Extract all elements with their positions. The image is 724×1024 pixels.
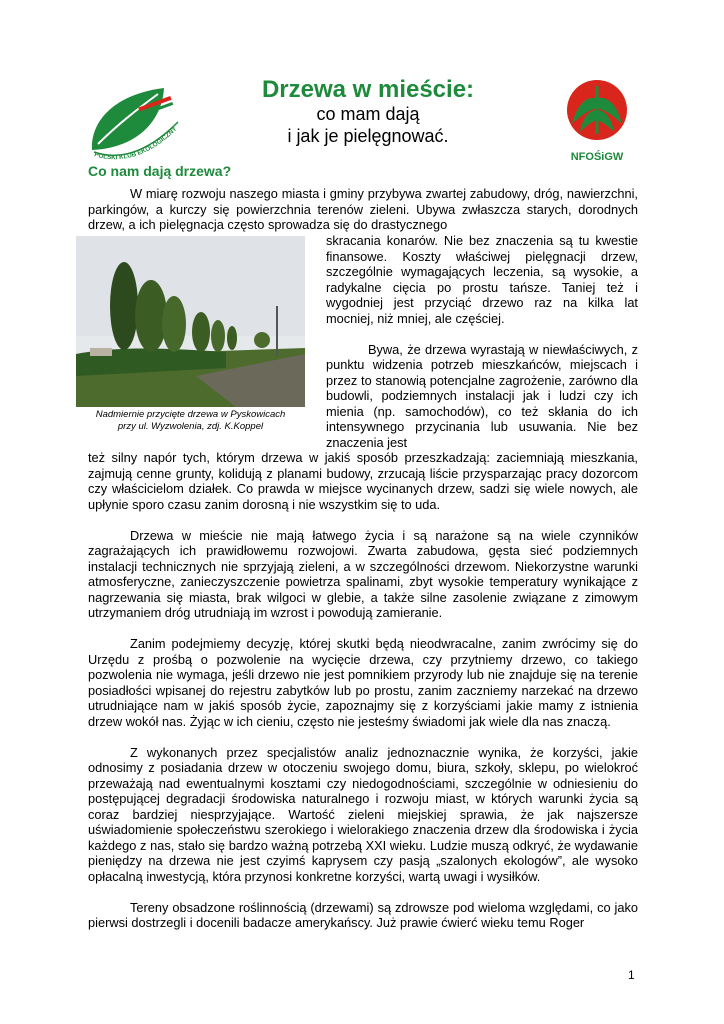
left-logo-label: POLSKI KLUB EKOLOGICZNY bbox=[93, 125, 179, 162]
document-title: Drzewa w mieście: bbox=[261, 76, 475, 103]
body-paragraph-2: Drzewa w mieście nie mają łatwego życia i są narażone są na wiele czynników zagrażających ich prawidłowemu rozwojowi. Zwarta zabudowa, gęsta sieć podziemnych instalacji technicznych nie sprzyjają zieleni, a w szczególności drzewom. Niekorzystne warunki atmosferyczne, zanieczyszczenie powietrza spalinami, zbyt wysokie temperatury wynikające z nagrzewania się miasta, brak wilgoci w glebie, a także silne zasolenie związane z zimowym utrzymaniem dróg utrudniają im wzrost i powodują zamieranie. bbox=[88, 527, 638, 620]
body-paragraph-1: też silny napór tych, którym drzewa w jakiś sposób przeszkadzają: zaciemniają mieszkania, zajmują cenne grunty, kolidują z planami budowy, zrzucają liście przysparzając pracy dozorcom czy właścicielom działek. Co prawda w miejsce wycinanych drzew, sadzi się wiele nowych, ale upłynie sporo czasu zanim dorosną i nie wszystkim się to uda. bbox=[88, 450, 638, 512]
body-paragraph-3: Zanim podejmiemy decyzję, której skutki będą nieodwracalne, zanim zwrócimy się do Urzędu z prośbą o pozwolenie na wycięcie drzewa, czy przytniemy drzewo, co takiego pozwolenia nie wymaga, jeśli drzewo nie jest pomnikiem przyrody lub nie znajduje się na terenie posiadłości wpisanej do rejestru zabytków lub po prostu, zanim zaczniemy narzekać na drzewo utrudniające nam w jakiś sposób życie, zapoznajmy się z korzyściami jakie mamy z istnienia drzew wokół nas. Żyjąc w ich cieniu, często nie jesteśmy świadomi jak wiele dla nas znaczą. bbox=[88, 636, 638, 729]
photo-caption-line1: Nadmiernie przycięte drzewa w Pyskowicach bbox=[95, 409, 286, 420]
body-paragraph-4: Z wykonanych przez specjalistów analiz jednoznacznie wynika, że korzyści, jakie odnosimy z posiadania drzew w otoczeniu swojego domu, biura, szkoły, sklepu, po wielokroć przeważają nad ewentualnymi kosztami czy niedogodnościami, szczególnie w odniesieniu do postępującej degradacji środowiska naturalnego i rozwoju miast, w których warunki życia są coraz bardziej niesprzyjające. Wartość zieleni miejskiej sprawia, że jak najszersze uświadomienie społeczeństwu szerokiego i wielorakiego znaczenia drzew dla środowiska i życia każdego z nas, stało się bardzo ważną potrzebą XXI wieku. Ludzie muszą odkryć, że wydawanie pieniędzy na drzewa nie jest czyimś kaprysem czy pasją „szalonych ekologów”, ale wysoko opłacalną inwestycją, która przynosi konkretne korzyści, wartą uwagi i wysiłków. bbox=[88, 744, 638, 884]
body-paragraph-5: Tereny obsadzone roślinnością (drzewami) są zdrowsze pod wieloma względami, co jako pierwsi dostrzegli i docenili badacze amerykańscy. Już prawie ćwierć wieku temu Roger bbox=[88, 899, 638, 930]
nfosigw-logo bbox=[562, 78, 632, 164]
photo-caption-line2: przy ul. Wyzwolenia, zdj. K.Koppel bbox=[117, 421, 264, 432]
intro-paragraph: W miarę rozwoju naszego miasta i gminy przybywa zwartej zabudowy, dróg, nawierzchni, parkingów, a kurczy się powierzchnia terenów zieleni. Ubywa zwłaszcza starych, dorodnych drzew, a ich pielęgnacja często sprowadza się do drastycznego bbox=[88, 186, 638, 232]
body-text-block bbox=[88, 450, 638, 946]
side-text-block bbox=[326, 233, 638, 466]
side-paragraph-1: skracania konarów. Nie bez znaczenia są tu kwestie finansowe. Koszty właściwej pielęgnacji drzew, szczególnie wymagających leczenia, są wysokie, a radykalne cięcia po prostu tańsze. Taniej też i wygodniej jest przyciąć drzewo raz na kilka lat mocniej, niż mniej, ale częściej. bbox=[326, 233, 638, 326]
page-number: 1 bbox=[628, 968, 635, 982]
document-subtitle-line2: i jak je pielęgnować. bbox=[287, 126, 449, 146]
photo-caption bbox=[76, 409, 305, 433]
right-logo-label: NFOŚiGW bbox=[570, 151, 624, 163]
section-heading: Co nam dają drzewa? bbox=[88, 163, 232, 179]
trees-photo bbox=[76, 236, 305, 407]
side-paragraph-2: Bywa, że drzewa wyrastają w niewłaściwych, z punktu widzenia potrzeb mieszkańców, miejscach i przez to stanowią potencjalne zagrożenie, zarówno dla budowli, podziemnych instalacji jak i ludzi czy ich mienia (np. samochodów), co też skłania do ich intensywnego przycinania lub usuwania. Nie bez znaczenia jest bbox=[326, 341, 638, 450]
document-subtitle-line1: co mam dają bbox=[316, 104, 420, 124]
polski-klub-ekologiczny-logo bbox=[84, 82, 184, 164]
